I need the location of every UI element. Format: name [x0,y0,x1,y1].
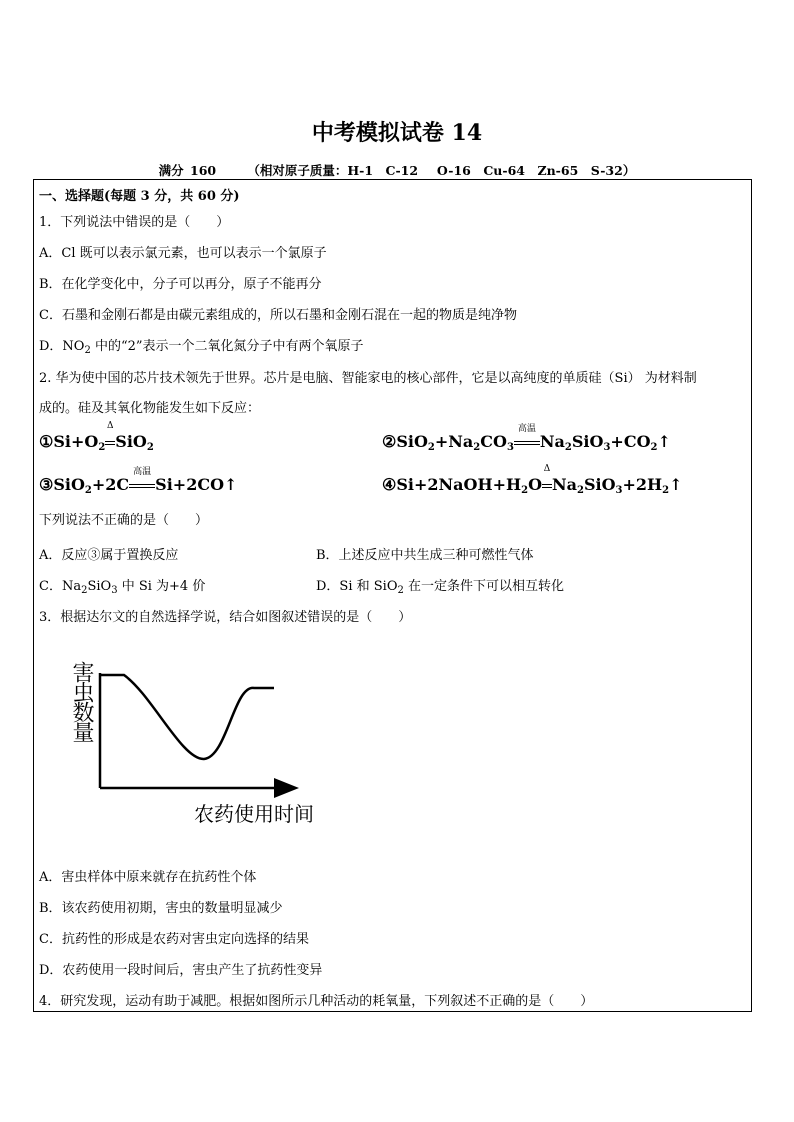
q3-option-d: D．农药使用一段时间后，害虫产生了抗药性变异 [39,963,323,978]
q3-option-a: A．害虫样体中原来就存在抗药性个体 [39,870,257,885]
q3-option-c: C．抗药性的形成是农药对害虫定向选择的结果 [39,932,309,947]
q2-stem-line2: 成的。硅及其氧化物能发生如下反应： [39,401,261,416]
q1-stem: 1．下列说法中错误的是（ ） [39,215,230,230]
equation-2: $②SiO_2+Na_2CO_3$ 高温 $Na_2SiO_3+CO_2↑$ [382,424,671,453]
q2-option-d: D．Si 和 SiO$_2$ 在一定条件下可以相互转化 [316,579,564,596]
equation-1: $①Si+O_2$ Δ SiO$_2$ [39,421,154,453]
q2-option-b: B．上述反应中共生成三种可燃性气体 [316,548,534,563]
q2-question: 下列说法不正确的是（ ） [39,513,209,528]
graph-x-label: 农药使用时间 [194,802,314,826]
graph-y-label: 害虫数量 [69,661,94,741]
population-curve [100,675,274,759]
pest-population-graph [62,655,332,830]
q2-stem-line1: 2. 华为使中国的芯片技术领先于世界。芯片是电脑、智能家电的核心部件，它是以高纯度的单质硅（Si） 为材料制 [39,371,697,386]
q1-option-b: B．在化学变化中，分子可以再分，原子不能再分 [39,277,322,292]
q1-option-a: A．Cl 既可以表示氯元素，也可以表示一个氯原子 [39,246,327,261]
q4-stem: 4．研究发现，运动有助于减肥。根据如图所示几种活动的耗氧量，下列叙述不正确的是（ ） [39,994,594,1009]
q1-option-c: C．石墨和金刚石都是由碳元素组成的，所以石墨和金刚石混在一起的物质是纯净物 [39,308,517,323]
q2-option-a: A．反应③属于置换反应 [39,548,179,563]
equation-4: $④Si+2NaOH+H_2O$ Δ $Na_2SiO_3+2H_2↑$ [382,464,683,496]
exam-subtitle: 满分 160 （相对原子质量：H-1 C-12 O-16 Cu-64 Zn-65 S-32） [158,163,636,178]
q3-option-b: B．该农药使用初期，害虫的数量明显减少 [39,901,283,916]
q1-option-d: D．$NO_2$ 中的“2”表示一个二氧化氮分子中有两个氧原子 [39,339,364,356]
q2-option-c: C．$Na_2SiO_3$ 中 Si 为+4 价 [39,579,206,596]
q3-stem: 3．根据达尔文的自然选择学说，结合如图叙述错误的是（ ） [39,610,412,625]
section-heading: 一、选择题(每题 3 分，共 60 分) [39,189,240,204]
page-title: 中考模拟试卷 14 [311,120,483,146]
equation-3: ③SiO$_2$+2C 高温 Si+2CO↑ [39,467,238,496]
